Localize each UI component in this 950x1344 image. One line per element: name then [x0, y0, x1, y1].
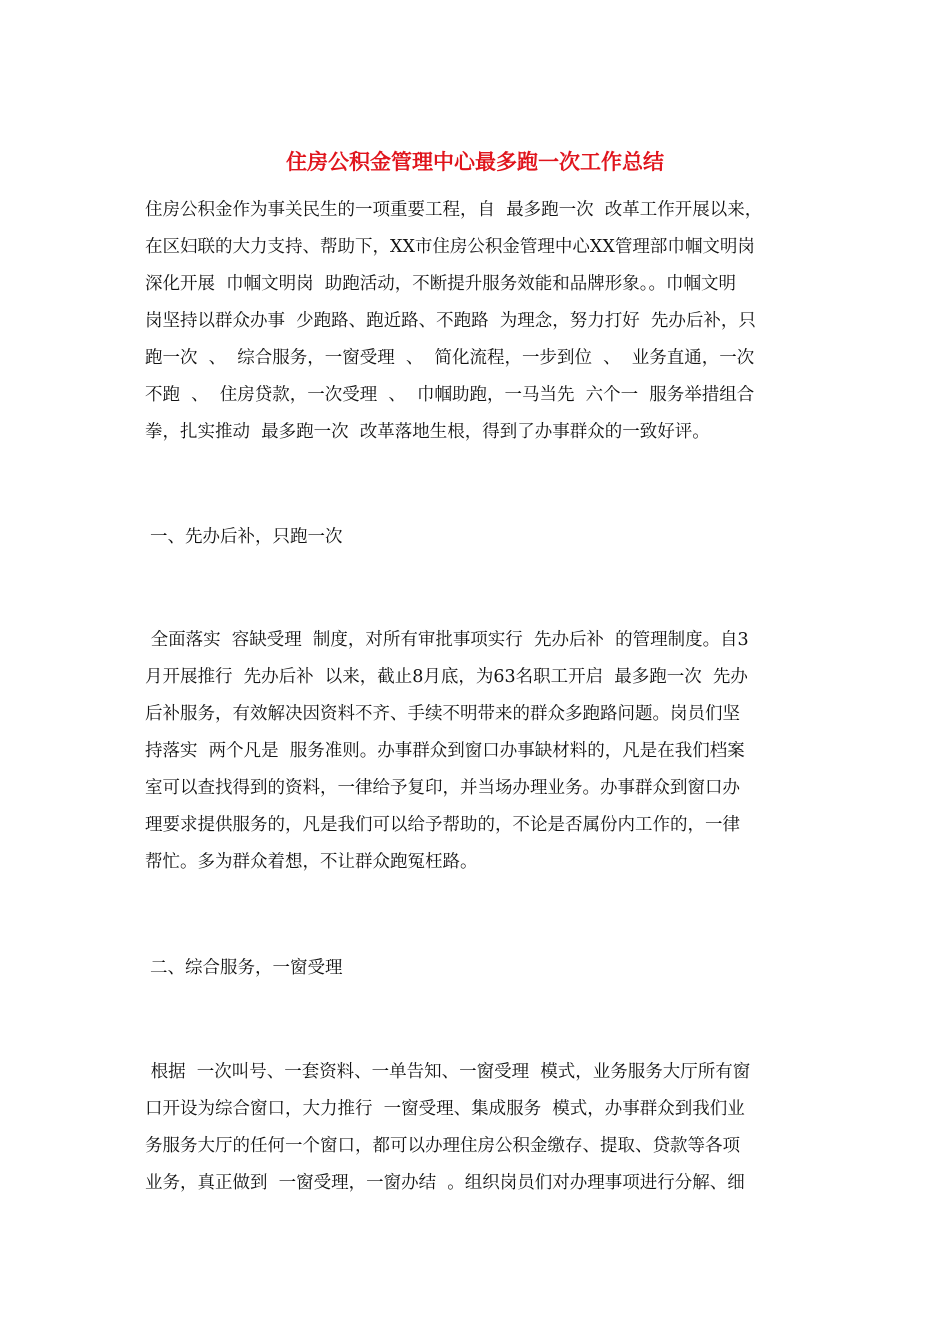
section2-line: 口开设为综合窗口，大力推行 一窗受理、集成服务 模式，办事群众到我们业	[145, 1099, 745, 1119]
section1-line: 理要求提供服务的，凡是我们可以给予帮助的，不论是否属份内工作的，一律	[145, 815, 740, 835]
section1-line: 持落实 两个凡是 服务准则。办事群众到窗口办事缺材料的，凡是在我们档案	[145, 741, 745, 761]
intro-line: 跑一次 、 综合服务，一窗受理 、 简化流程，一步到位 、 业务直通，一次	[145, 348, 755, 368]
intro-line: 深化开展 巾帼文明岗 助跑活动，不断提升服务效能和品牌形象。。巾帼文明	[145, 274, 736, 294]
section2-line: 根据 一次叫号、一套资料、一单告知、一窗受理 模式，业务服务大厅所有窗	[145, 1062, 751, 1082]
section1-line: 室可以查找得到的资料，一律给予复印，并当场办理业务。办事群众到窗口办	[145, 778, 740, 798]
section1-line: 全面落实 容缺受理 制度，对所有审批事项实行 先办后补 的管理制度。自3	[145, 630, 749, 650]
section2-line: 业务，真正做到 一窗受理，一窗办结 。组织岗员们对办理事项进行分解、细	[145, 1173, 745, 1193]
section-heading-1: 一、先办后补，只跑一次	[150, 527, 343, 547]
intro-line: 住房公积金作为事关民生的一项重要工程，自 最多跑一次 改革工作开展以来，	[145, 200, 763, 220]
intro-line: 拳，扎实推动 最多跑一次 改革落地生根，得到了办事群众的一致好评。	[145, 422, 710, 442]
section1-line: 月开展推行 先办后补 以来，截止8月底，为63名职工开启 最多跑一次 先办	[145, 667, 748, 687]
intro-line: 在区妇联的大力支持、帮助下，XX市住房公积金管理中心XX管理部巾帼文明岗	[145, 237, 755, 257]
section2-line: 务服务大厅的任何一个窗口，都可以办理住房公积金缴存、提取、贷款等各项	[145, 1136, 740, 1156]
intro-line: 岗坚持以群众办事 少跑路、跑近路、不跑路 为理念，努力打好 先办后补，只	[145, 311, 756, 331]
intro-line: 不跑 、 住房贷款，一次受理 、 巾帼助跑，一马当先 六个一 服务举措组合	[145, 385, 755, 405]
section1-line: 帮忙。多为群众着想，不让群众跑冤枉路。	[145, 852, 478, 872]
document-title: 住房公积金管理中心最多跑一次工作总结	[286, 150, 664, 174]
section1-line: 后补服务，有效解决因资料不齐、手续不明带来的群众多跑路问题。岗员们坚	[145, 704, 740, 724]
section-heading-2: 二、综合服务，一窗受理	[150, 958, 343, 978]
